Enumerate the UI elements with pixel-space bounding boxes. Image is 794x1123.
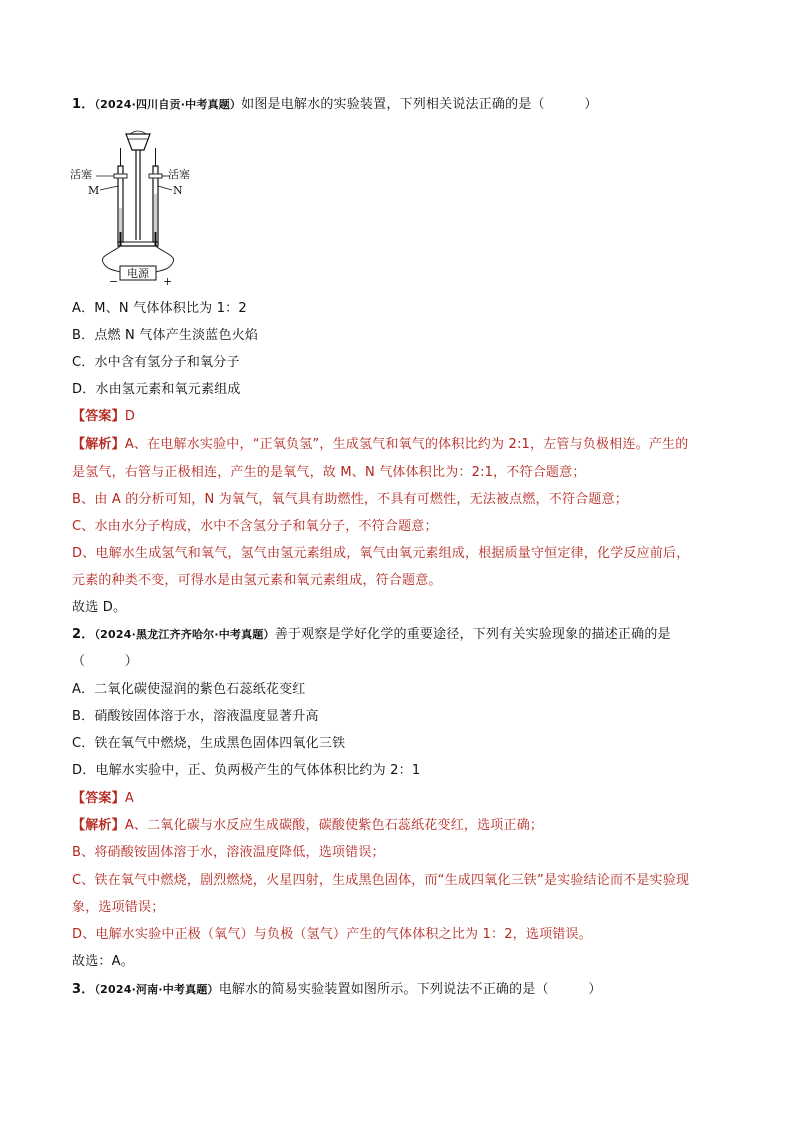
q1-header: [72, 96, 732, 114]
q2-analysis-line-1: [72, 817, 732, 835]
q2-analysis-line-3: C、铁在氧气中燃烧，剧烈燃烧，火星四射，生成黑色固体，而“生成四氧化三铁”是实验结论而不是实验现: [72, 873, 690, 888]
q3-header: [72, 981, 732, 999]
q1-analysis-text-1: A、在电解水实验中，“正氧负氢”，生成氢气和氧气的体积比约为 2:1，左管与负极相连。产生的: [124, 437, 689, 452]
q1-analysis-line-2: 是氢气，右管与正极相连，产生的是氧气，故 M、N 气体体积比为：2:1，不符合题意；: [72, 465, 586, 480]
q2-option-b: B．硝酸铵固体溶于水，溶液温度显著升高: [72, 709, 319, 724]
q1-conclusion: 故选 D。: [72, 600, 127, 615]
q2-conclusion: 故选：A。: [72, 954, 134, 969]
q1-answer-value: D: [124, 409, 136, 424]
q2-option-d: D．电解水实验中，正、负两极产生的气体体积比约为 2：1: [72, 763, 421, 778]
electrolysis-apparatus-figure: [70, 128, 200, 288]
q1-answer-label: 【答案】: [72, 409, 125, 424]
q1-analysis-label: 【解析】: [72, 437, 125, 452]
q2-answer-label: 【答案】: [72, 791, 125, 806]
q2-analysis-line-4: 象，选项错误；: [72, 900, 165, 915]
q1-option-d: D．水由氢元素和氧元素组成: [72, 382, 241, 397]
left-tube-label: M: [88, 184, 100, 197]
q2-analysis-line-5: D、电解水实验中正极（氧气）与负极（氢气）产生的气体体积之比为 1：2，选项错误。: [72, 927, 592, 942]
right-tube-label: N: [173, 184, 183, 197]
q2-analysis-label: 【解析】: [72, 818, 125, 833]
power-minus-label: −: [109, 275, 119, 288]
q1-analysis-line-5: D、电解水生成氢气和氧气，氢气由氢元素组成，氧气由氧元素组成，根据质量守恒定律，化学反应前后，: [72, 546, 690, 561]
q1-analysis-line-3: B、由 A 的分析可知，N 为氧气，氧气具有助燃性，不具有可燃性，无法被点燃，不符合题意；: [72, 492, 628, 507]
q1-analysis-line-4: C、水由水分子构成，水中不含氢分子和氧分子，不符合题意；: [72, 519, 438, 534]
q3-stem: 电解水的简易实验装置如图所示。下列说法不正确的是（ ）: [218, 982, 602, 997]
q2-option-a: A．二氧化碳使湿润的紫色石蕊纸花变红: [72, 682, 306, 697]
power-supply-label: 电源: [127, 267, 149, 280]
q2-analysis-line-2: B、将硝酸铵固体溶于水，溶液温度降低，选项错误；: [72, 845, 385, 860]
q2-answer-value: A: [124, 791, 134, 806]
q2-header: [72, 626, 732, 644]
q2-number: 2．: [72, 627, 95, 642]
q2-source: （2024·黑龙江齐齐哈尔·中考真题）: [94, 628, 275, 641]
q1-answer: [72, 408, 732, 426]
power-plus-label: +: [163, 275, 173, 288]
q1-source: （2024·四川自贡·中考真题）: [94, 98, 242, 111]
q1-analysis-line-1: [72, 436, 732, 454]
q2-answer: [72, 790, 732, 808]
q2-stem: 善于观察是学好化学的重要途径，下列有关实验现象的描述正确的是: [274, 627, 671, 642]
q2-analysis-text-1: A、二氧化碳与水反应生成碳酸，碳酸使紫色石蕊纸花变红，选项正确；: [124, 818, 544, 833]
q1-option-b: B．点燃 N 气体产生淡蓝色火焰: [72, 328, 259, 343]
q3-source: （2024·河南·中考真题）: [94, 983, 219, 996]
q2-stem-cont: （ ）: [72, 654, 139, 669]
q1-option-a: A．M、N 气体体积比为 1：2: [72, 301, 247, 316]
right-stopcock-label: 活塞: [168, 168, 190, 181]
q1-stem: 如图是电解水的实验装置，下列相关说法正确的是（ ）: [241, 97, 598, 112]
q3-number: 3．: [72, 982, 95, 997]
left-stopcock-label: 活塞: [70, 168, 92, 181]
q1-option-c: C．水中含有氢分子和氧分子: [72, 355, 240, 370]
q1-number: 1．: [72, 97, 95, 112]
q2-option-c: C．铁在氧气中燃烧，生成黑色固体四氧化三铁: [72, 736, 346, 751]
q1-analysis-line-6: 元素的种类不变，可得水是由氢元素和氧元素组成，符合题意。: [72, 573, 442, 588]
